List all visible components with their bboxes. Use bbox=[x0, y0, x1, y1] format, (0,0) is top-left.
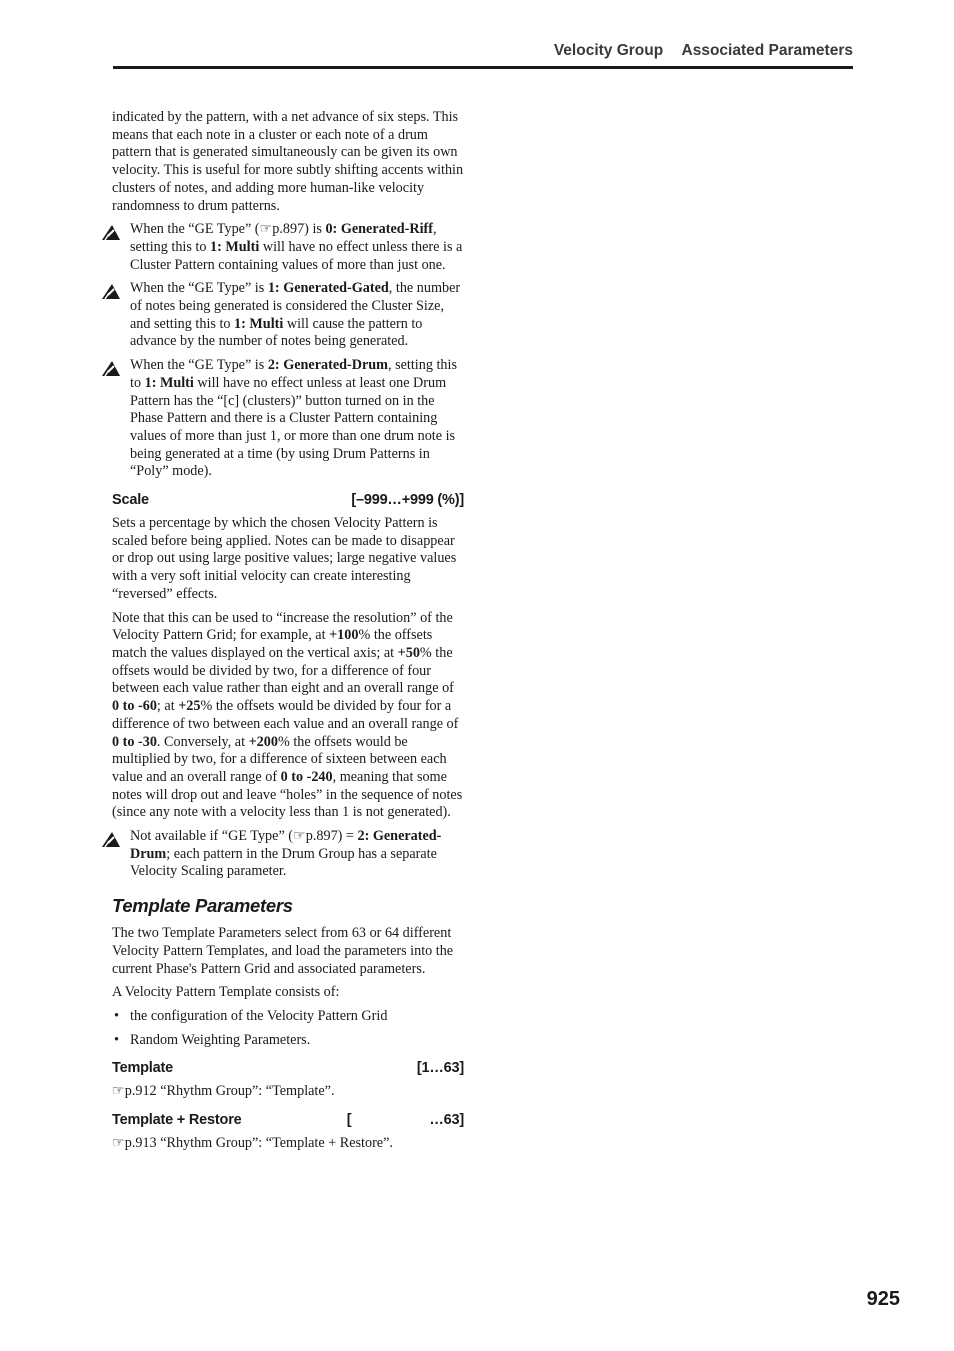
template-intro: The two Template Parameters select from 63 or 64 different Velocity Pattern Templates, and load the parameters into the current Phase's Pattern Grid and associated parameters. bbox=[112, 925, 454, 977]
header-subsection: Associated Parameters bbox=[681, 42, 853, 59]
param-name: Template + Restore bbox=[112, 1112, 242, 1129]
header-rule bbox=[113, 66, 853, 69]
template-bullet-list bbox=[112, 1008, 464, 1049]
caution-note: Not available if “GE Type” (☞p.897) = 2: Generated-Drum; each pattern in the Drum Group has a separate Velocity Scaling parameter. bbox=[112, 828, 464, 881]
main-column bbox=[112, 109, 464, 1159]
cross-reference: ☞p.912 “Rhythm Group”: “Template”. bbox=[112, 1083, 335, 1100]
caution-icon bbox=[100, 282, 122, 300]
cross-reference: ☞p.913 “Rhythm Group”: “Template + Restore”. bbox=[112, 1135, 393, 1152]
caution-note: When the “GE Type” (☞p.897) is 0: Generated-Riff, setting this to 1: Multi will have no effect unless there is a Cluster Pattern containing values of more than just one. bbox=[112, 221, 464, 274]
running-header bbox=[113, 42, 853, 64]
caution-icon bbox=[100, 223, 122, 241]
param-range: [1…63] bbox=[416, 1060, 464, 1077]
param-heading-scale bbox=[112, 491, 464, 509]
list-item: • Random Weighting Parameters. bbox=[112, 1032, 464, 1050]
scale-description: Sets a percentage by which the chosen Velocity Pattern is scaled before being applied. Notes can be made to disappear or drop out using large positive values; large negative values with a very soft initial velocity can create interesting “reversed” effects. bbox=[112, 515, 457, 602]
template-consists: A Velocity Pattern Template consists of: bbox=[112, 984, 340, 1001]
section-title: Template Parameters bbox=[112, 895, 293, 917]
param-range: [–999…+999 (%)] bbox=[351, 492, 464, 509]
scale-resolution-paragraph: Note that this can be used to “increase the resolution” of the Velocity Pattern Grid; for example, at +100% the offsets match the values displayed on the vertical axis; at +50% the offsets would be divided by two, for a difference of four between each value rather than eight and an overall range of 0 to -60; at +25% the offsets would be divided by four for a difference of two between each value and an overall range of 0 to -30. Conversely, at +200% the offsets would be multiplied by two, for a difference of sixteen between each value and an overall range of 0 to -240, meaning that some notes will drop out and leave “holes” in the sequence of notes (since any note with a velocity less than 1 is not generated). bbox=[112, 609, 463, 821]
caution-note: When the “GE Type” is 2: Generated-Drum, setting this to 1: Multi will have no effect unless at least one Drum Pattern has the “[c] (clusters)” button turned on in the Phase Pattern and there is a Cluster Pattern containing values of more than just 1, or more than one drum note is being generated at a time (by using Drum Patterns in “Poly” mode). bbox=[112, 357, 464, 481]
param-range: [ …63] bbox=[346, 1112, 464, 1129]
caution-icon bbox=[100, 830, 122, 848]
param-name: Scale bbox=[112, 492, 149, 509]
intro-paragraph: indicated by the pattern, with a net advance of six steps. This means that each note in a cluster or each note of a drum pattern that is generated simultaneously can be given its own velocity. This is useful for more subtly shifting accents within clusters of notes, and adding more human-like velocity randomness to drum patterns. bbox=[112, 109, 464, 214]
header-section: Velocity Group bbox=[553, 42, 664, 59]
param-heading-template-restore bbox=[112, 1111, 464, 1129]
param-heading-template bbox=[112, 1059, 464, 1077]
page-number: 925 bbox=[866, 1288, 900, 1310]
caution-icon bbox=[100, 359, 122, 377]
caution-note: When the “GE Type” is 1: Generated-Gated, the number of notes being generated is considered the Cluster Size, and setting this to 1: Multi will cause the pattern to advance by the number of notes being generated. bbox=[112, 280, 464, 351]
param-name: Template bbox=[112, 1060, 173, 1077]
list-item: • the configuration of the Velocity Pattern Grid bbox=[112, 1008, 464, 1026]
